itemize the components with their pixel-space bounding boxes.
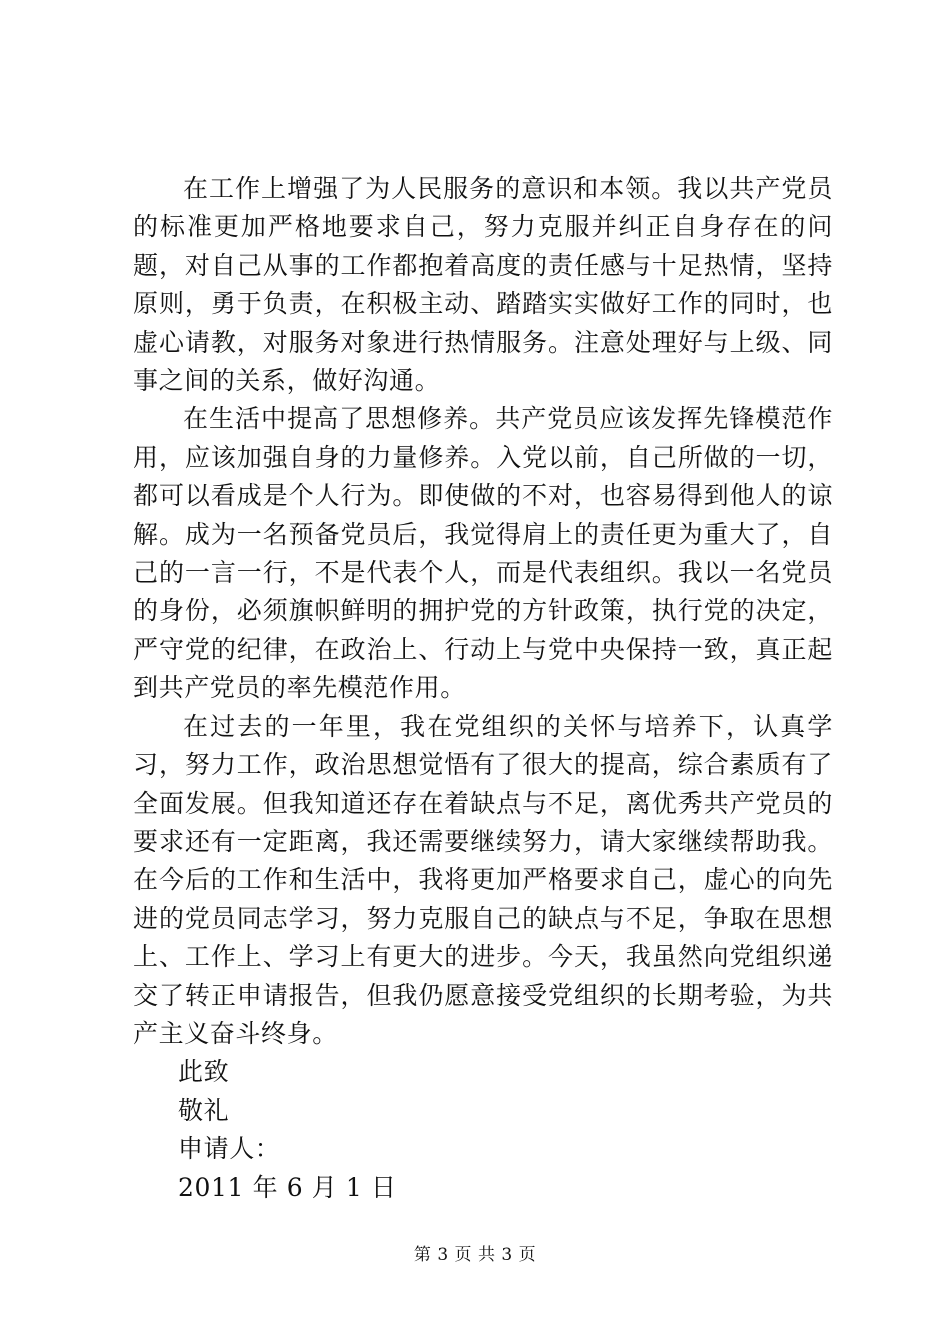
page-indicator: 第 3 页 共 3 页 [413, 1245, 537, 1265]
body-paragraph-3: 在过去的一年里，我在党组织的关怀与培养下，认真学习，努力工作，政治思想觉悟有了很大的提高，综合素质有了全面发展。但我知道还存在着缺点与不足，离优秀共产党员的要求还有一定距离，我还需要继续努力，请大家继续帮助我。在今后的工作和生活中，我将更加严格要求自己，虚心的向先进的党员同志学习，努力克服自己的缺点与不足，争取在思想上、工作上、学习上有更大的进步。今天，我虽然向党组织递交了转正申请报告，但我仍愿意接受党组织的长期考验，为共产主义奋斗终身。 [133, 711, 833, 1048]
body-paragraph-2: 在生活中提高了思想修养。共产党员应该发挥先锋模范作用，应该加强自身的力量修养。入党以前，自己所做的一切，都可以看成是个人行为。即使做的不对，也容易得到他人的谅解。成为一名预备党员后，我觉得肩上的责任更为重大了，自己的一言一行，不是代表个人，而是代表组织。我以一名党员的身份，必须旗帜鲜明的拥护党的方针政策，执行党的决定，严守党的纪律，在政治上、行动上与党中央保持一致，真正起到共产党员的率先模范作用。 [133, 404, 833, 703]
closing-salutation: 此致 [178, 1057, 230, 1087]
body-paragraph-1: 在工作上增强了为人民服务的意识和本领。我以共产党员的标准更加严格地要求自己，努力克服并纠正自身存在的问题，对自己从事的工作都抱着高度的责任感与十足热情，坚持原则，勇于负责，在积极主动、踏踏实实做好工作的同时，也虚心请教，对服务对象进行热情服务。注意处理好与上级、同事之间的关系，做好沟通。 [133, 174, 833, 396]
application-date: 2011 年 6 月 1 日 [178, 1172, 397, 1202]
page-footer [0, 1243, 950, 1267]
document-body [133, 170, 833, 1207]
applicant-label: 申请人： [178, 1134, 281, 1164]
closing-regards: 敬礼 [178, 1095, 230, 1125]
